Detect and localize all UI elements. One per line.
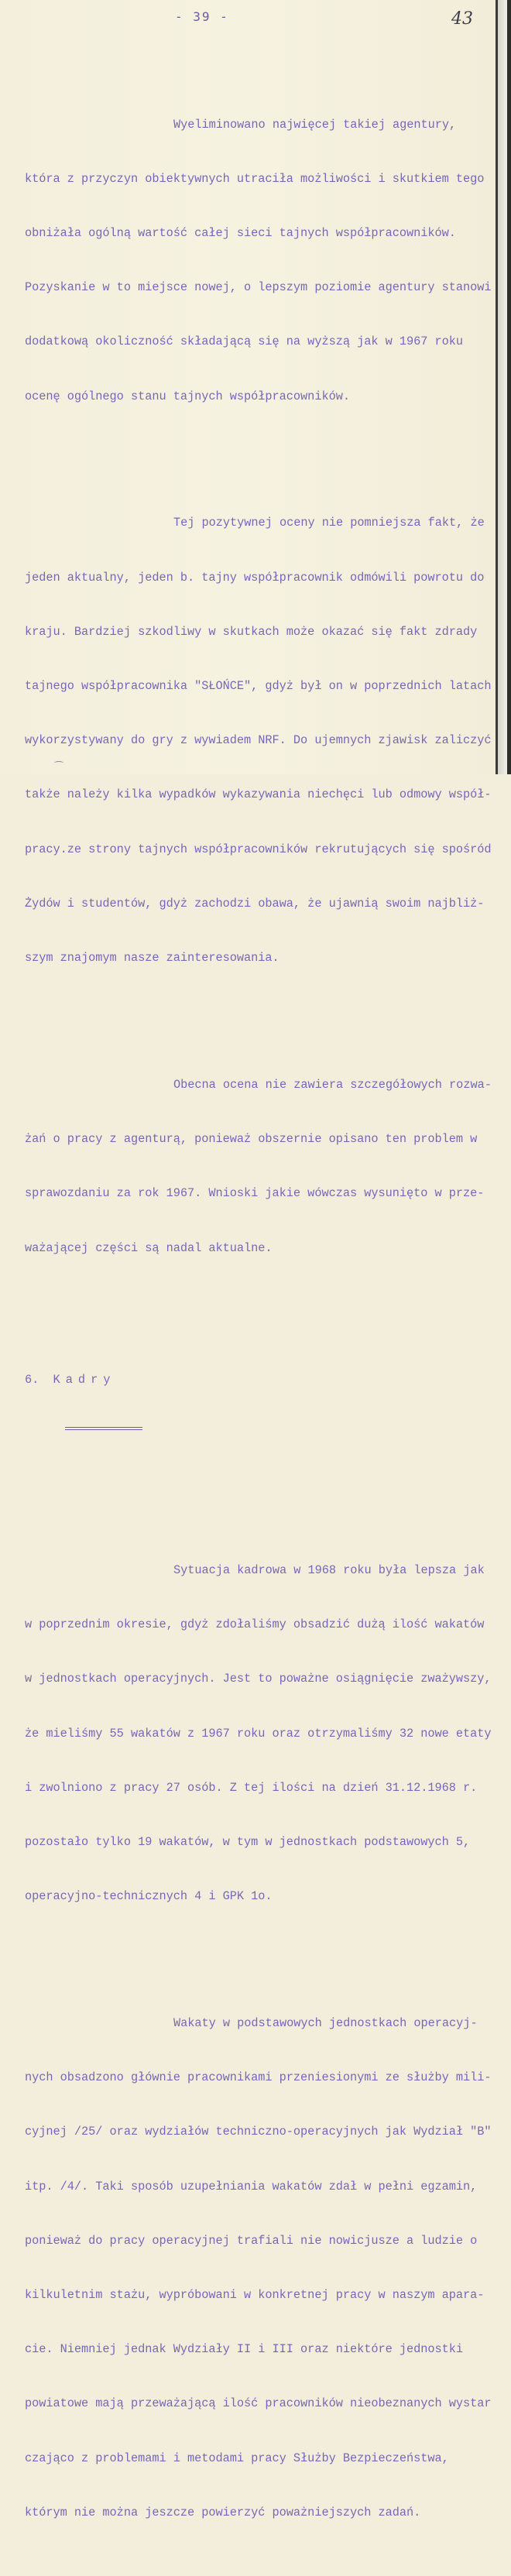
paragraph-5	[25, 1978, 497, 2558]
text-line: powiatowe mają przeważającą ilość pracowników nieobeznanych wystar	[25, 2396, 492, 2411]
paragraph-3	[25, 1040, 497, 1294]
text-line: którym nie można jeszcze powierzyć poważniejszych zadań.	[25, 2505, 421, 2519]
text-line: szym znajomym nasze zainteresowania.	[25, 951, 280, 966]
text-line: sprawozdaniu za rok 1967. Wnioski jakie wówczas wysunięto w prze-	[25, 1186, 485, 1201]
text-line: itp. /4/. Taki sposób uzupełniania wakatów zdał w pełni egzamin,	[25, 2179, 478, 2194]
paragraph-2	[25, 478, 497, 1004]
text-line: Pozyskanie w to miejsce nowej, o lepszym poziomie agentury stanowi	[25, 280, 492, 295]
text-line: operacyjno-technicznych 4 i GPK 1o.	[25, 1889, 273, 1904]
text-line: także należy kilka wypadków wykazywania niechęci lub odmowy współ-	[25, 787, 492, 802]
section-title-underline	[65, 1427, 142, 1430]
text-line: cie. Niemniej jednak Wydziały II i III oraz niektóre jednostki	[25, 2342, 464, 2357]
text-line: kraju. Bardziej szkodliwy w skutkach może okazać się fakt zdrady	[25, 624, 478, 639]
text-line: jeden aktualny, jeden b. tajny współpracownik odmówili powrotu do	[25, 570, 485, 585]
text-line: obniżała ogólną wartość całej sieci tajnych współpracowników.	[25, 226, 456, 241]
text-line: pracy.ze strony tajnych współpracowników rekrutujących się spośród	[25, 842, 492, 856]
text-line: ważającej części są nadal aktualne.	[25, 1240, 273, 1255]
document-body	[25, 43, 497, 2576]
text-line: i zwolniono z pracy 27 osób. Z tej ilości na dzień 31.12.1968 r.	[25, 1780, 478, 1795]
text-line: Tej pozytywnej oceny nie pomniejsza fakt, że	[173, 516, 485, 530]
text-line: Wakaty w podstawowych jednostkach operacyj-	[173, 2016, 478, 2031]
text-line: wykorzystywany do gry z wywiadem NRF. Do ujemnych zjawisk zaliczyć	[25, 733, 492, 748]
text-line: dodatkową okoliczność składającą się na wyższą jak w 1967 roku	[25, 334, 464, 349]
text-line: tajnego współpracownika "SŁOŃCE", gdyż był on w poprzednich latach	[25, 679, 492, 694]
section-heading	[25, 1371, 497, 1389]
text-line: że mieliśmy 55 wakatów z 1967 roku oraz otrzymaliśmy 32 nowe etaty	[25, 1726, 492, 1741]
text-line: Obecna ocena nie zawiera szczegółowych rozwa-	[173, 1077, 492, 1092]
page-binding-gap	[498, 0, 507, 774]
text-line: ponieważ do pracy operacyjnej trafiali nie nowicjusze a ludzie o	[25, 2233, 478, 2248]
handwritten-folio-number: 43	[451, 9, 473, 29]
text-line: Żydów i studentów, gdyż zachodzi obawa, że ujawnią swoim najbliż-	[25, 896, 485, 911]
text-line: nych obsadzono głównie pracownikami przeniesionymi ze służby mili-	[25, 2070, 492, 2085]
section-number: 6.	[25, 1372, 39, 1387]
paragraph-4	[25, 1525, 497, 1942]
text-line: kilkuletnim stażu, wypróbowani w konkretnej pracy w naszym apara-	[25, 2288, 485, 2303]
text-line: ocenę ogólnego stanu tajnych współpracowników.	[25, 389, 350, 403]
text-line: w jednostkach operacyjnych. Jest to poważne osiągnięcie zważywszy,	[25, 1672, 492, 1686]
page-binding-edge-outer	[507, 0, 511, 774]
text-line: pozostało tylko 19 wakatów, w tym w jednostkach podstawowych 5,	[25, 1835, 471, 1850]
text-line: żań o pracy z agenturą, ponieważ obszernie opisano ten problem w	[25, 1132, 478, 1147]
paragraph-1	[25, 80, 497, 442]
text-line: Wyeliminowano najwięcej takiej agentury,	[173, 117, 457, 132]
text-line: w poprzednim okresie, gdyż zdołaliśmy obsadzić dużą ilość wakatów	[25, 1617, 485, 1632]
text-line: Sytuacja kadrowa w 1968 roku była lepsza jak	[173, 1563, 485, 1577]
text-line: która z przyczyn obiektywnych utraciła możliwości i skutkiem tego	[25, 171, 485, 186]
text-line: czająco z problemami i metodami pracy Służby Bezpieczeństwa,	[25, 2451, 449, 2465]
text-line: cyjnej /25/ oraz wydziałów techniczno-operacyjnych jak Wydział "B"	[25, 2125, 492, 2139]
section-title: Kadry	[53, 1372, 116, 1387]
page-number: - 39 -	[175, 9, 229, 24]
stray-pen-mark	[54, 761, 63, 765]
